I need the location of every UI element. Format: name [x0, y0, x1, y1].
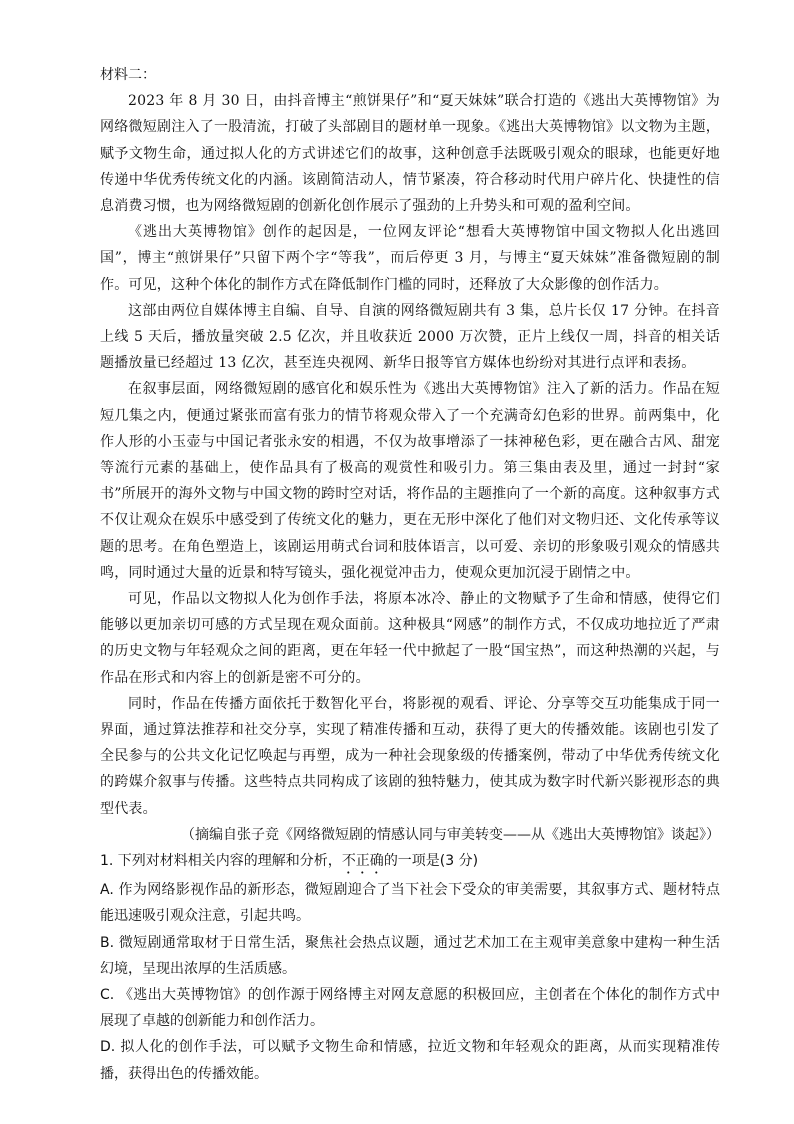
option-a: A. 作为网络影视作品的新形态，微短剧迎合了当下社会下受众的审美需要，其叙事方式、题材特点能迅速吸引观众注意，引起共鸣。 [100, 882, 720, 925]
question-emphasis: 不正确 [341, 853, 384, 870]
paragraph-5: 可见，作品以文物拟人化为创作手法，将原本冰冷、静止的文物赋予了生命和情感，使得它们能够以更加亲切可感的方式呈现在观众面前。这种极具“网感”的制作方式，不仅成功地拉近了严肃的历史文物与年轻观众之间的距离，更在年轻一代中掀起了一股“国宝热”，而这种热潮的兴起，与作品在形式和内容上的创新是密不可分的。 [100, 591, 720, 686]
question-block [100, 848, 720, 1087]
question-suffix: 的一项是(3 分) [383, 853, 479, 870]
document-page [100, 62, 720, 1087]
source-citation: （摘编自张子竞《网络微短剧的情感认同与审美转变——从《逃出大英博物馆》谈起》） [181, 826, 720, 843]
question-prefix: 1. 下列对材料相关内容的理解和分析， [100, 853, 342, 870]
paragraph-2: 《逃出大英博物馆》创作的起因是，一位网友评论“想看大英博物馆中国文物拟人化出逃回国”，博主“煎饼果仔”只留下两个字“等我”，而后停更 3 月，与博主“夏天妹妹”准备微短剧的制作。可见，这种个体化的制作方式在降低制作门槛的同时，还释放了大众影像的创作活力。 [100, 224, 720, 293]
question-title [100, 848, 720, 877]
paragraph-1: 2023 年 8 月 30 日，由抖音博主“煎饼果仔”和“夏天妹妹”联合打造的《逃出大英博物馆》为网络微短剧注入了一股清流，打破了头部剧目的题材单一现象。《逃出大英博物馆》以文物为主题，赋予文物生命，通过拟人化的方式讲述它们的故事，这种创意手法既吸引观众的眼球，也能更好地传递中华优秀传统文化的内涵。该剧简洁动人，情节紧凑，符合移动时代用户碎片化、快捷性的信息消费习惯，也为网络微短剧的创新化创作展示了强劲的上升势头和可观的盈利空间。 [100, 93, 720, 215]
paragraph-4: 在叙事层面，网络微短剧的感官化和娱乐性为《逃出大英博物馆》注入了新的活力。作品在短短几集之内，便通过紧张而富有张力的情节将观众带入了一个充满奇幻色彩的世界。前两集中，化作人形的小玉壶与中国记者张永安的相遇，不仅为故事增添了一抹神秘色彩，更在融合古风、甜宠等流行元素的基础上，使作品具有了极高的观赏性和吸引力。第三集由表及里，通过一封封“家书”所展开的海外文物与中国文物的跨时空对话，将作品的主题推向了一个新的高度。这种叙事方式不仅让观众在娱乐中感受到了传统文化的魅力，更在无形中深化了他们对文物归还、文化传承等议题的思考。在角色塑造上，该剧运用萌式台词和肢体语言，以可爱、亲切的形象吸引观众的情感共鸣，同时通过大量的近景和特写镜头，强化视觉冲击力，使观众更加沉浸于剧情之中。 [100, 381, 720, 581]
paragraph-3: 这部由两位自媒体博主自编、自导、自演的网络微短剧共有 3 集，总片长仅 17 分钟。在抖音上线 5 天后，播放量突破 2.5 亿次，并且收获近 2000 万次赞，正片上线仅一周，抖音的相关话题播放量已经超过 13 亿次，甚至连央视网、新华日报等官方媒体也纷纷对其进行点评和表扬。 [100, 302, 720, 372]
material-label: 材料二： [100, 67, 156, 83]
option-b: B. 微短剧通常取材于日常生活，聚焦社会热点议题，通过艺术加工在主观审美意象中建构一种生活幻境，呈现出浓厚的生活质感。 [100, 934, 720, 977]
option-c: C. 《逃出大英博物馆》的创作源于网络博主对网友意愿的积极回应，主创者在个体化的制作方式中展现了卓越的创新能力和创作活力。 [100, 986, 720, 1030]
paragraph-6: 同时，作品在传播方面依托于数智化平台，将影视的观看、评论、分享等交互功能集成于同一界面，通过算法推荐和社交分享，实现了精准传播和互动，获得了更大的传播效能。该剧也引发了全民参与的公共文化记忆唤起与再塑，成为一种社会现象级的传播案例，带动了中华优秀传统文化的跨媒介叙事与传播。这些特点共同构成了该剧的独特魅力，使其成为数字时代新兴影视形态的典型代表。 [100, 695, 720, 817]
option-d: D. 拟人化的创作手法，可以赋予文物生命和情感，拉近文物和年轻观众的距离，从而实现精准传播，获得出色的传播效能。 [100, 1039, 720, 1082]
